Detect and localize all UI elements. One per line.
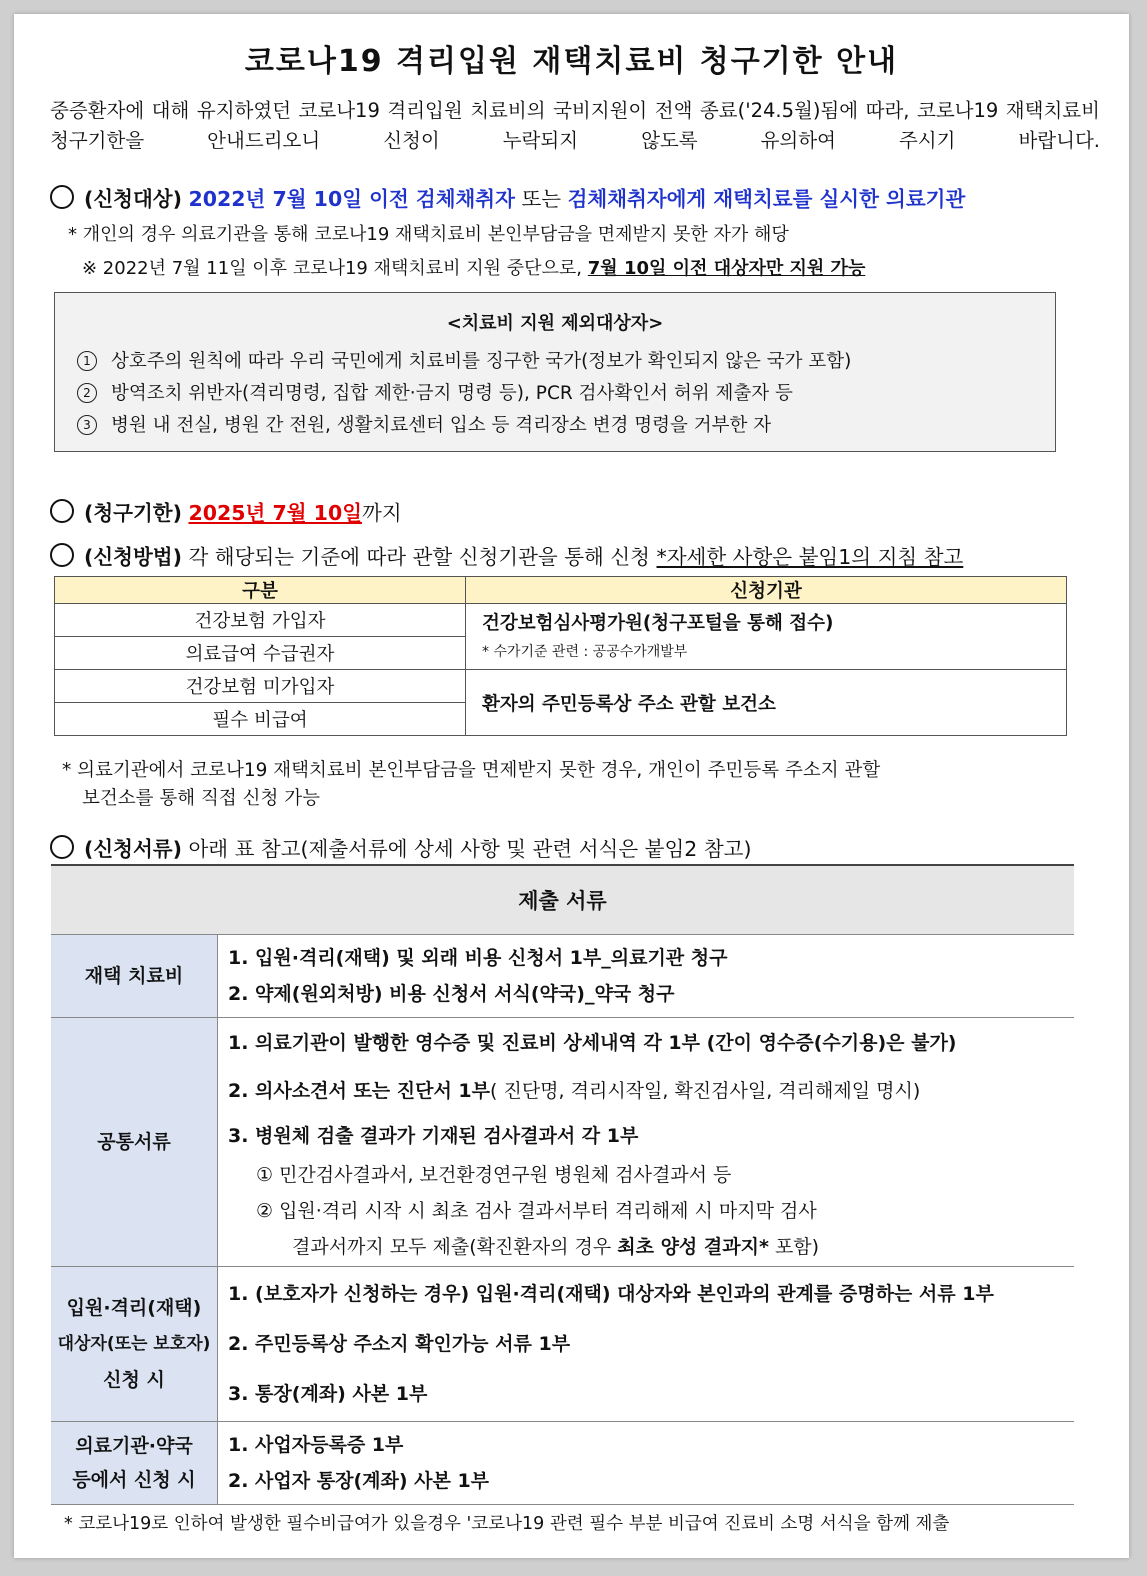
method-note-2: 보건소를 통해 직접 신청 가능 (82, 788, 320, 809)
exclusion-item (77, 411, 771, 437)
exclusion-item-num: 3 (77, 415, 97, 435)
exclusion-item-text: 상호주의 원칙에 따라 우리 국민에게 치료비를 징구한 국가(정보가 확인되지 않은 국가 포함) (111, 351, 852, 372)
target-connector: 또는 (521, 187, 562, 211)
target-note-2-emphasis: 7월 10일 이전 대상자만 지원 가능 (587, 258, 866, 279)
exclusion-box (54, 292, 1056, 452)
common-3c-post: 포함) (774, 1236, 820, 1258)
target-note-2 (82, 254, 865, 280)
agency-table (54, 576, 1067, 736)
table-cell: 건강보험 미가입자 (55, 670, 466, 703)
method-reference: *자세한 사항은 붙임1의 지침 참고 (656, 545, 964, 569)
home-care-items (218, 935, 1075, 1018)
target-highlight-2: 검체채취자에게 재택치료를 실시한 의료기관 (567, 187, 966, 211)
list-item: 1. (보호자가 신청하는 경우) 입원·격리(재택) 대상자와 본인과의 관계를 증명하는 서류 1부 (228, 1283, 994, 1305)
home-care-label: 재택 치료비 (51, 935, 218, 1018)
list-item (228, 1229, 1074, 1265)
list-item: 1. 사업자등록증 1부 (228, 1434, 404, 1456)
exclusion-heading: <치료비 지원 제외대상자> (446, 313, 664, 334)
documents-table-header: 제출 서류 (51, 865, 1074, 935)
target-highlight-1: 2022년 7월 10일 이전 검체채취자 (188, 187, 515, 211)
circle-bullet-icon (50, 185, 74, 209)
documents-label: (신청서류) (84, 837, 182, 861)
common-3c-pre: 결과서까지 모두 제출(확진환자의 경우 (292, 1236, 612, 1258)
exclusion-item-num: 2 (77, 383, 97, 403)
intro-paragraph: 중증환자에 대해 유지하였던 코로나19 격리입원 치료비의 국비지원이 전액 종료('24.5월)됨에 따라, 코로나19 재택치료비 청구기한을 안내드리오니 신청이 누락되지 않도록 유의하여 주시기 바랍니다. (50, 99, 1100, 152)
documents-text: 아래 표 참고(제출서류에 상세 사항 및 관련 서식은 붙임2 참고) (188, 837, 752, 861)
table-header: 구분 (55, 577, 466, 604)
agency-cell-hira (466, 604, 1067, 670)
document-page (14, 14, 1129, 1558)
guardian-label-3: 신청 시 (103, 1369, 165, 1391)
exclusion-item-text: 방역조치 위반자(격리명령, 집합 제한·금지 명령 등), PCR 검사확인서 허위 제출자 등 (111, 383, 793, 404)
agency-hira: 건강보험심사평가원(청구포털을 통해 접수) (482, 612, 834, 634)
institution-label-1: 의료기관·약국 (75, 1435, 193, 1457)
list-item (228, 1067, 1074, 1115)
list-item: 3. 통장(계좌) 사본 1부 (228, 1383, 428, 1405)
guardian-label (51, 1267, 218, 1422)
page-title: 코로나19 격리입원 재택치료비 청구기한 안내 (244, 44, 899, 79)
institution-label (51, 1422, 218, 1505)
target-note-1: * 개인의 경우 의료기관을 통해 코로나19 재택치료비 본인부담금을 면제받지 못한 자가 해당 (68, 224, 789, 245)
deadline-section (50, 496, 402, 526)
method-label: (신청방법) (84, 545, 182, 569)
method-section (50, 540, 963, 570)
exclusion-item (77, 379, 793, 405)
guardian-label-2: 대상자(또는 보호자) (57, 1334, 211, 1354)
common-docs-items (218, 1018, 1075, 1267)
exclusion-item-text: 병원 내 전실, 병원 간 전원, 생활치료센터 입소 등 격리장소 변경 명령을 거부한 자 (111, 415, 772, 436)
list-item: 2. 사업자 통장(계좌) 사본 1부 (228, 1470, 490, 1492)
common-2-rest: ( 진단명, 격리시작일, 확진검사일, 격리해제일 명시) (490, 1080, 921, 1102)
target-label: (신청대상) (84, 187, 182, 211)
circle-bullet-icon (50, 499, 74, 523)
documents-section (50, 832, 751, 862)
list-item: 1. 의료기관이 발행한 영수증 및 진료비 상세내역 각 1부 (간이 영수증(수기용)은 불가) (228, 1032, 957, 1054)
common-2-bold: 2. 의사소견서 또는 진단서 1부 (228, 1080, 491, 1102)
exclusion-item-num: 1 (77, 351, 97, 371)
guardian-label-1: 입원·격리(재택) (66, 1297, 202, 1319)
list-item: 1. 입원·격리(재택) 및 외래 비용 신청서 1부_의료기관 청구 (228, 947, 728, 969)
documents-footnote: * 코로나19로 인하여 발생한 필수비급여가 있을경우 '코로나19 관련 필수 부분 비급여 진료비 소명 서식을 함께 제출 (64, 1514, 950, 1534)
deadline-date: 2025년 7월 10일 (188, 501, 363, 525)
circle-bullet-icon (50, 835, 74, 859)
exclusion-item (77, 347, 851, 373)
common-3c-bold: 최초 양성 결과지* (617, 1236, 769, 1258)
institution-label-2: 등에서 신청 시 (72, 1469, 196, 1491)
method-note-1: * 의료기관에서 코로나19 재택치료비 본인부담금을 면제받지 못한 경우, 개인이 주민등록 주소지 관할 (62, 760, 881, 781)
circle-bullet-icon (50, 543, 74, 567)
list-item: 2. 주민등록상 주소지 확인가능 서류 1부 (228, 1333, 571, 1355)
documents-table (51, 864, 1074, 1505)
common-docs-label: 공통서류 (51, 1018, 218, 1267)
target-note-2-prefix: ※ 2022년 7월 11일 이후 코로나19 재택치료비 지원 중단으로, (82, 258, 583, 279)
agency-hira-note: * 수가기준 관련 : 공공수가개발부 (482, 643, 688, 660)
list-item: 2. 약제(원외처방) 비용 신청서 서식(약국)_약국 청구 (228, 983, 675, 1005)
deadline-suffix: 까지 (362, 501, 402, 525)
institution-items (218, 1422, 1075, 1505)
table-cell: 의료급여 수급권자 (55, 637, 466, 670)
method-text: 각 해당되는 기준에 따라 관할 신청기관을 통해 신청 (188, 545, 650, 569)
list-item: ② 입원·격리 시작 시 최초 검사 결과서부터 격리해제 시 마지막 검사 (256, 1200, 817, 1222)
table-header: 신청기관 (466, 577, 1067, 604)
guardian-items (218, 1267, 1075, 1422)
table-cell: 필수 비급여 (55, 703, 466, 736)
deadline-label: (청구기한) (84, 501, 182, 525)
agency-health-center: 환자의 주민등록상 주소 관할 보건소 (466, 670, 1067, 736)
list-item: 3. 병원체 검출 결과가 기재된 검사결과서 각 1부 (228, 1125, 639, 1147)
target-section (50, 182, 965, 212)
table-cell: 건강보험 가입자 (55, 604, 466, 637)
list-item: ① 민간검사결과서, 보건환경연구원 병원체 검사결과서 등 (256, 1164, 732, 1186)
